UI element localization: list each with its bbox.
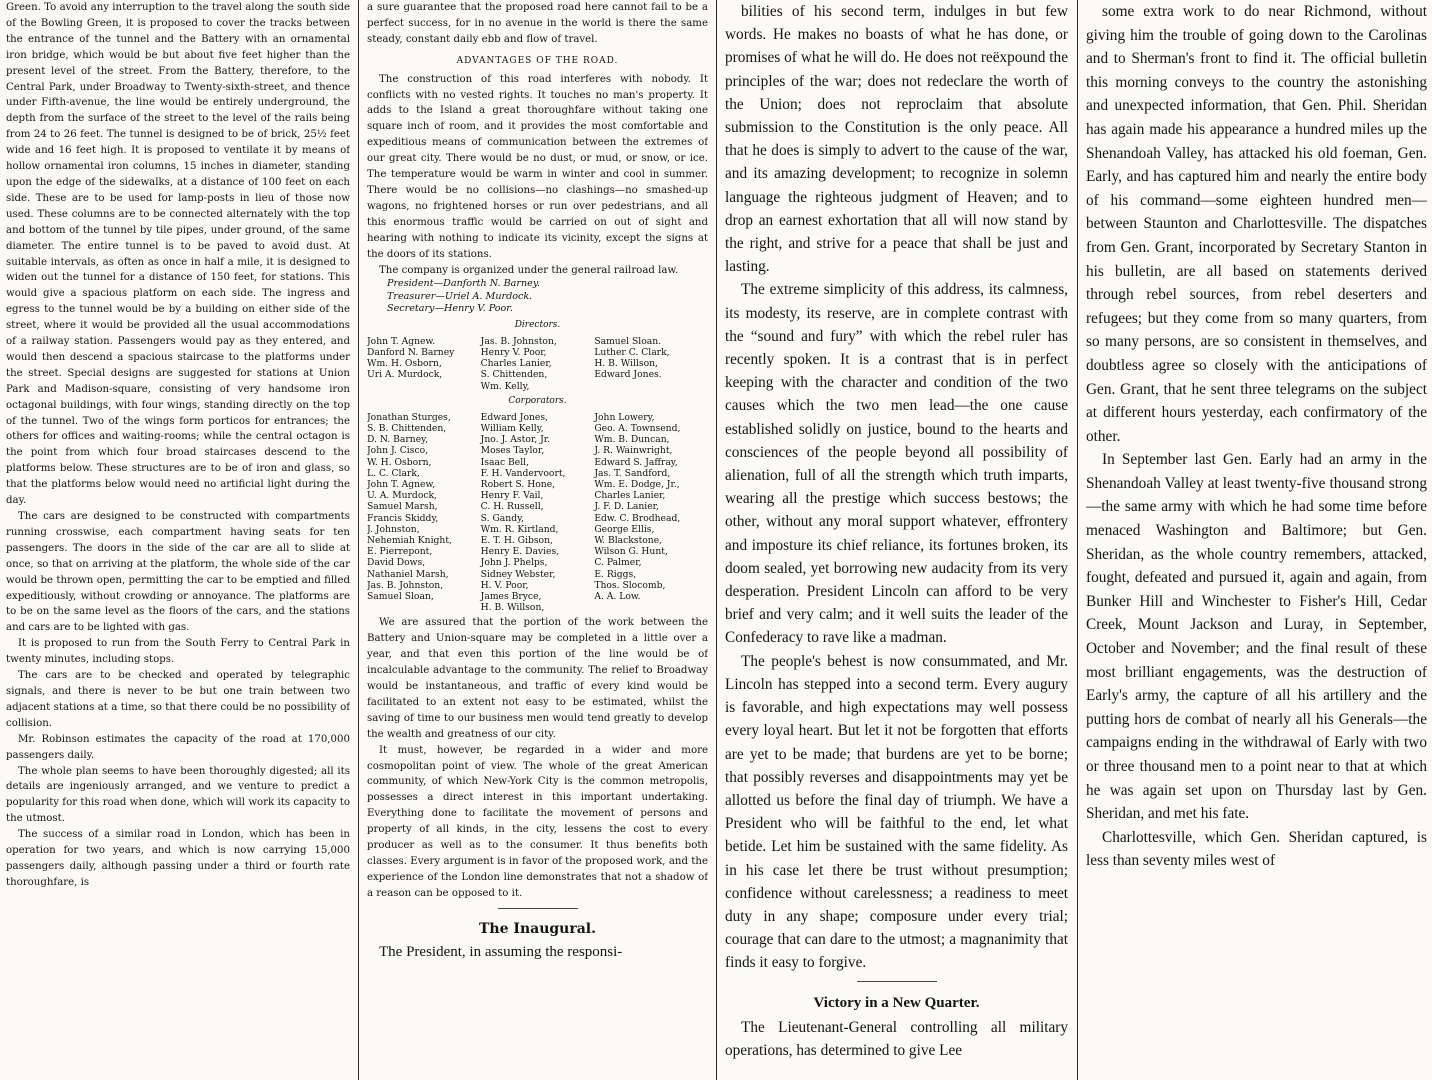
column-3	[725, 0, 1068, 1080]
name-cell: Charles Lanier,	[480, 358, 552, 370]
paragraph: We are assured that the portion of the work between the Battery and Union-square may be completed in a little over a year, and that even this portion of the line would be of incalculable advantage to the community. The relief to Broadway would be instantaneous, and traffic of every kind would be facilitated to an extent not easy to be estimated, whilst the saving of time to our business men would tend greatly to develop the wealth and greatness of our city.	[367, 617, 708, 740]
paragraph: Mr. Robinson estimates the capacity of the road at 170,000 passengers daily.	[6, 733, 350, 761]
name-cell: Samuel Marsh,	[367, 501, 438, 513]
name-cell: H. B. Willson,	[594, 358, 658, 370]
name-cell: C. H. Russell,	[480, 501, 544, 513]
corporators-label: Corporators.	[508, 395, 567, 406]
name-cell: E. Riggs,	[594, 568, 637, 580]
name-row	[367, 423, 708, 434]
paragraph: Green. To avoid any interruption to the travel along the south side of the Bowling Green, it is proposed to cover the tracks between the entrance of the tunnel and the Battery with an ornamental iron bridge, which would be but about five feet higher than the present level of the street. From the Battery, therefore, to the Central Park, under Broadway to Twenty-sixth-street, and thence under Fifth-avenue, the line would be entirely underground, the depth from the surface of the street to the level of the rails being from 24 to 26 feet. The tunnel is designed to be of brick, 25½ feet wide and 16 feet high. It is proposed to ventilate it by means of hollow ornamental iron columns, 15 inches in diameter, standing upon the edge of the sidewalks, at a distance of 100 feet on each side. These are to be used for lamp-posts in lieu of those now used. These columns are to be connected alternately with the top and bottom of the tunnel by tile pipes, under ground, of the same diameter. The entire tunnel is to be paved to avoid dust. At suitable intervals, as often as once in half a mile, it is designed to widen out the tunnel for a distance of 150 feet, for stations. This would give a spacious platform on each side. The ingress and egress to the tunnel would be by a building on either side of the street, where it would be provided all the usual accommodations of a railway station. Passengers would pay as they entered, and would then descend a spacious staircase to the platforms under the street. Special designs are suggested for stations at Union Park and Madison-square, consisting of very handsome iron octagonal buildings, with four wings, standing directly on the top of the tunnel. Two of the wings form porticos for entrances; the others for offices and waiting-rooms; while the central octagon is the point from which four broad staircases descend to the platforms below. These structures are to be of iron and glass, so that the platforms below would need no artificial light during the day.	[6, 2, 350, 507]
name-cell: E. T. H. Gibson,	[480, 534, 553, 546]
name-row	[367, 546, 708, 557]
name-cell	[594, 602, 708, 613]
paragraph: The whole plan seems to have been thoroughly digested; all its details are ingeniously arranged, and we venture to predict a popularity for this road when done, which will work its capacity to the utmost.	[6, 765, 350, 825]
name-cell: John J. Cisco,	[367, 445, 429, 457]
name-cell: Wm. Kelly,	[480, 380, 530, 392]
name-row	[367, 457, 708, 468]
name-row	[367, 369, 708, 380]
heading-victory: Victory in a New Quarter.	[813, 994, 980, 1011]
name-cell: W. H. Osborn,	[367, 456, 432, 468]
name-cell: Thos. Slocomb,	[594, 579, 666, 591]
paragraph: some extra work to do near Richmond, without giving him the trouble of going down to the Carolinas and to Sherman's front to find it. The official bulletin this morning conveys to the country the astonishing and unexpected information, that Gen. Phil. Sheridan has again made his appearance a hundred miles up the Shenandoah Valley, has attacked his old foeman, Gen. Early, and has captured him and nearly the entire body of his command—some eighteen hundred men—between Staunton and Charlottesville. The dispatches from Gen. Grant, incorporated by Secretary Stanton in his bulletin, are all based on statements derived through rebel sources, from rebel deserters and refugees; but they come from so many quarters, from so many persons, are so consistent in themselves, and doubtless agree so closely with the anticipations of Gen. Grant, that he sent three telegrams on the subject at different hours yesterday, each confirmatory of the other.	[1086, 3, 1427, 445]
name-row	[367, 468, 708, 479]
name-cell: Charles Lanier,	[594, 490, 666, 502]
paragraph: The people's behest is now consummated, and Mr. Lincoln has stepped into a second term. Every augury is favorable, and high expectations may well possess every loyal heart. But let it not be forgotten that efforts are yet to be made; that burdens are yet to be borne; that possibly reverses and disappointments may yet be allotted us before the final day of triumph. We have a President who will be faithful to the end, let what betide. Let him be sustained with the same fidelity. As in his case let there be trust without presumption; confidence without carelessness; a readiness to meet duty in any shape; composure under every trial; courage that can dare to the utmost; a magnanimity that finds it easy to forgive.	[725, 652, 1068, 972]
paragraph: The company is organized under the general railroad law.	[379, 264, 679, 276]
name-cell: H. V. Poor,	[480, 579, 529, 591]
paragraph: a sure guarantee that the proposed road here cannot fail to be a perfect success, for in no avenue in the world is there the same steady, constant daily ebb and flow of travel.	[367, 2, 708, 45]
name-cell: Samuel Sloan.	[594, 335, 662, 347]
name-cell: H. B. Willson,	[480, 602, 545, 614]
name-row	[367, 445, 708, 456]
name-cell: William Kelly,	[480, 422, 544, 434]
paragraph: The cars are to be checked and operated by telegraphic signals, and there is never to be but one train between two adjacent stations at a time, so that there could be no possibility of collision.	[6, 670, 350, 729]
name-cell: U. A. Murdock,	[367, 490, 437, 502]
name-cell: Edward Jones.	[594, 369, 662, 381]
name-row	[367, 434, 708, 445]
name-cell: Isaac Bell,	[480, 456, 530, 468]
name-cell: John J. Phelps,	[480, 557, 548, 569]
name-cell: Wilson G. Hunt,	[594, 546, 668, 558]
name-cell: Wm. R. Kirtland,	[480, 523, 559, 535]
name-cell	[594, 381, 708, 392]
column-rule	[1077, 0, 1078, 1080]
name-row	[367, 358, 708, 369]
name-cell: Edward Jones,	[480, 411, 548, 423]
name-cell: J. F. D. Lanier,	[594, 501, 659, 513]
name-cell: Geo. A. Townsend,	[594, 422, 681, 434]
heading-inaugural: The Inaugural.	[479, 920, 596, 937]
name-cell: Edw. C. Brodhead,	[594, 512, 681, 524]
name-cell: Henry E. Davies,	[480, 546, 560, 558]
name-cell: Jonathan Sturges,	[367, 411, 451, 423]
name-cell: D. N. Barney,	[367, 434, 429, 446]
name-row	[367, 381, 708, 392]
name-cell: F. H. Vandervoort,	[480, 467, 566, 479]
name-cell: L. C. Clark,	[367, 467, 420, 479]
corporators-table	[367, 412, 708, 614]
name-cell: J. Johnston,	[367, 523, 420, 535]
directors-table	[367, 336, 708, 392]
name-cell: Nehemiah Knight,	[367, 534, 452, 546]
subheading-advantages: ADVANTAGES OF THE ROAD.	[456, 55, 619, 66]
name-cell: S. Gandy,	[480, 512, 524, 524]
name-cell: Nathaniel Marsh,	[367, 568, 449, 580]
name-cell: Samuel Sloan,	[367, 590, 434, 602]
name-cell: Wm. H. Osborn,	[367, 358, 442, 370]
column-1	[6, 0, 350, 1080]
officer-secretary: Secretary—Henry V. Poor.	[387, 303, 513, 315]
name-row	[367, 602, 708, 613]
name-cell: Sidney Webster,	[480, 568, 556, 580]
name-cell: Jas. B. Johnston,	[480, 335, 557, 347]
officer-treasurer: Treasurer—Uriel A. Murdock.	[387, 290, 533, 302]
name-row	[367, 501, 708, 512]
name-cell: Francis Skiddy,	[367, 512, 439, 524]
name-cell: John Lowery,	[594, 411, 655, 423]
column-rule	[716, 0, 717, 1080]
name-row	[367, 412, 708, 423]
name-row	[367, 535, 708, 546]
name-row	[367, 591, 708, 602]
name-cell: John T. Agnew,	[367, 478, 436, 490]
name-cell: Jas. B. Johnston,	[367, 579, 444, 591]
name-cell: Edward S. Jaffray,	[594, 456, 678, 468]
name-row	[367, 557, 708, 568]
officer-president: President—Danforth N. Barney.	[387, 278, 541, 290]
name-cell: Robert S. Hone,	[480, 478, 556, 490]
section-divider	[498, 908, 578, 909]
name-cell: W. Blackstone,	[594, 534, 663, 546]
name-cell: A. A. Low.	[594, 590, 641, 602]
name-cell: George Ellis,	[594, 523, 655, 535]
name-cell: Moses Taylor,	[480, 445, 545, 457]
name-cell: Henry F. Vail,	[480, 490, 544, 502]
name-cell: Uri A. Murdock,	[367, 369, 443, 381]
name-cell	[367, 381, 481, 392]
name-cell	[367, 602, 481, 613]
name-cell: Luther C. Clark,	[594, 347, 670, 359]
directors-label: Directors.	[514, 319, 561, 330]
name-cell: S. B. Chittenden,	[367, 422, 447, 434]
name-cell: C. Palmer,	[594, 557, 642, 569]
paragraph: In September last Gen. Early had an army in the Shenandoah Valley at least twenty-five thousand strong—the same army with which he had some time before menaced Washington and Baltimore; but Gen. Sheridan, as the whole country remembers, attacked, fought, defeated and pursued it, again and again, from Bunker Hill and Winchester to Fisher's Hill, Cedar Creek, Mount Jackson and Luray, in September, October and November; and the final result of these most brilliant engagements, was the destruction of Early's army, the capture of all his artillery and the putting hors de combat of nearly all his Generals—the campaigns ending in the withdrawal of Early with two or three thousand men to a point near to that at which he was again set upon on Thursday last by Gen. Sheridan, and met his fate.	[1086, 451, 1427, 823]
name-row	[367, 569, 708, 580]
name-cell: Danford N. Barney	[367, 347, 455, 359]
column-4	[1086, 0, 1427, 1080]
section-divider	[857, 981, 937, 982]
name-cell: S. Chittenden,	[480, 369, 548, 381]
paragraph: It is proposed to run from the South Ferry to Central Park in twenty minutes, including stops.	[6, 638, 350, 666]
name-cell: Wm. B. Duncan,	[594, 434, 670, 446]
paragraph: Charlottesville, which Gen. Sheridan captured, is less than seventy miles west of	[1086, 828, 1427, 870]
name-row	[367, 347, 708, 358]
name-row	[367, 490, 708, 501]
name-row	[367, 513, 708, 524]
name-cell: David Dows,	[367, 557, 426, 569]
name-cell: Henry V. Poor,	[480, 347, 547, 359]
paragraph: The Lieutenant-General controlling all military operations, has determined to give Lee	[725, 1018, 1068, 1059]
paragraph: The cars are designed to be constructed with compartments running crosswise, each compartment having seats for ten passengers. The doors in the side of the car are all to slide at once, so that on arriving at the platform, the whole side of the car would be thrown open, permitting the car to be emptied and filled expeditiously, without crowding or annoyance. The platforms are to be on the same level as the floors of the cars, and the stations and cars are to be lighted with gas.	[6, 511, 350, 634]
paragraph: The success of a similar road in London, which has been in operation for two years, and which is now carrying 15,000 passengers daily, although passing under a third or fourth rate thoroughfare, is	[6, 829, 350, 888]
paragraph: It must, however, be regarded in a wider and more cosmopolitan point of view. The whole of the great American community, of which New-York City is the common metropolis, possesses a direct interest in this important undertaking. Everything done to facilitate the movement of persons and property of all kinds, in the city, lessens the cost to every producer as well as to the consumer. It thus benefits both classes. Every argument is in favor of the proposed work, and the experience of the London line demonstrates that not a shadow of a reason can be opposed to it.	[367, 744, 708, 899]
paragraph: The extreme simplicity of this address, its calmness, its modesty, its reserve, are in complete contrast with the “sound and fury” with which the rebel ruler has recently spoken. It is a contrast that is in perfect keeping with the character and condition of the two causes which the two men lead—the one cause established solidly on justice, bound to the hearts and consciences of the people beyond all possibility of alienation, full of all the strength which truth imparts, wearing all the prestige which success bestows; the other, without any moral support whatever, effrontery and imposture its chief reliance, its fortunes broken, its doom sealed, yet borrowing new audacity from its very desperation. President Lincoln can afford to be very brief and very calm; and it well suits the leader of the Confederacy to rave like a madman.	[725, 281, 1068, 647]
column-2	[367, 0, 708, 1080]
paragraph: The construction of this road interferes with nobody. It conflicts with no vested rights. It touches no man's property. It adds to the Island a great thoroughfare without taking one square inch of room, and it provides the most comfortable and expeditious means of communication between the extremes of our great city. There would be no dust, or mud, or snow, or ice. The temperature would be warm in winter and cool in summer. There would be no collisions—no clashings—no smashed-up wagons, no frightened horses or run over pedestrians, and all this enormous traffic would be carried on out of sight and hearing with nothing to indicate its vicinity, except the signs at the doors of its stations.	[367, 73, 708, 260]
name-cell: E. Pierrepont,	[367, 546, 433, 558]
column-rule	[358, 0, 359, 1080]
name-row	[367, 580, 708, 591]
paragraph: The President, in assuming the responsi-	[379, 943, 623, 960]
name-cell: Jno. J. Astor, Jr.	[480, 434, 551, 446]
name-cell: J. R. Wainwright,	[594, 445, 673, 457]
name-cell: John T. Agnew.	[367, 335, 436, 347]
name-cell: James Bryce,	[480, 590, 542, 602]
name-row	[367, 336, 708, 347]
name-cell: Wm. E. Dodge, Jr.,	[594, 478, 680, 490]
name-row	[367, 479, 708, 490]
name-cell: Jas. T. Sandford,	[594, 467, 671, 479]
paragraph: bilities of his second term, indulges in but few words. He makes no boasts of what he has done, or promises of what he will do. He does not reëxpound the principles of the war; does not redeclare the worth of the Union; does not reproclaim that absolute submission to the Constitution is the only peace. All that he does is simply to advert to the cause of the war, and its amazing development; to recognize in solemn language the righteous judgment of Heaven; and to drop an earnest exhortation that all will now stand by the right, and strive for a peace that shall be just and lasting.	[725, 3, 1068, 276]
name-row	[367, 524, 708, 535]
